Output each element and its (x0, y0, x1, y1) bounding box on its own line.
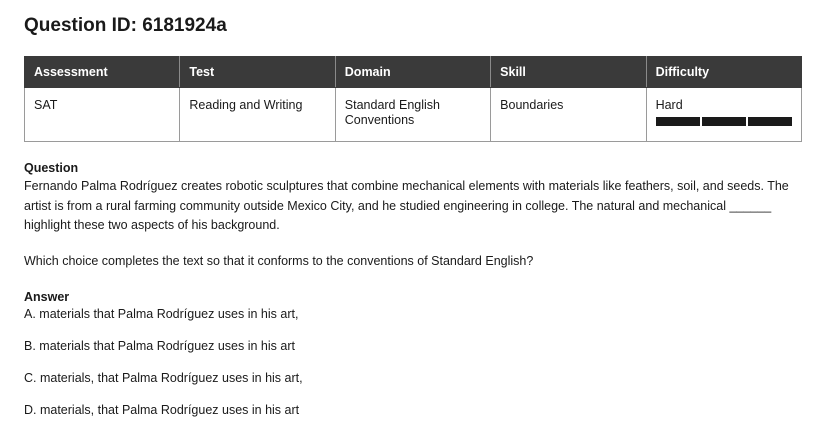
header-assessment: Assessment (25, 57, 180, 88)
question-passage: Fernando Palma Rodríguez creates robotic sculptures that combine mechanical elements with materials like feathers, soil, and seeds. The artist is from a rural farming community outside Mexico City, and he studied engineering in college. The natural and mechanical ______ highlight these two aspects of his background. (24, 179, 789, 232)
cell-skill: Boundaries (491, 88, 646, 142)
question-label: Question (24, 161, 79, 175)
answer-choice-a: A. materials that Palma Rodríguez uses in his art, (24, 307, 299, 321)
header-skill: Skill (491, 57, 646, 88)
header-test: Test (180, 57, 335, 88)
table-row (25, 88, 802, 142)
page-title: Question ID: 6181924a (24, 15, 227, 36)
answer-label: Answer (24, 290, 70, 304)
cell-difficulty (646, 88, 801, 142)
difficulty-bar (656, 117, 700, 126)
question-info-table (24, 56, 802, 142)
cell-test: Reading and Writing (180, 88, 335, 142)
difficulty-bar (702, 117, 746, 126)
header-domain: Domain (335, 57, 490, 88)
cell-assessment: SAT (25, 88, 180, 142)
table-header-row (25, 57, 802, 88)
answer-choice-d: D. materials, that Palma Rodríguez uses in his art (24, 403, 300, 417)
answer-choice-c: C. materials, that Palma Rodríguez uses in his art, (24, 371, 303, 385)
difficulty-label: Hard (655, 98, 683, 112)
difficulty-meter (656, 117, 792, 126)
question-prompt: Which choice completes the text so that it conforms to the conventions of Standard English? (24, 254, 534, 268)
answer-choice-b: B. materials that Palma Rodríguez uses in his art (24, 339, 295, 353)
header-difficulty: Difficulty (646, 57, 801, 88)
difficulty-bar (748, 117, 792, 126)
answer-choices (24, 305, 803, 433)
cell-domain: Standard English Conventions (335, 88, 490, 142)
